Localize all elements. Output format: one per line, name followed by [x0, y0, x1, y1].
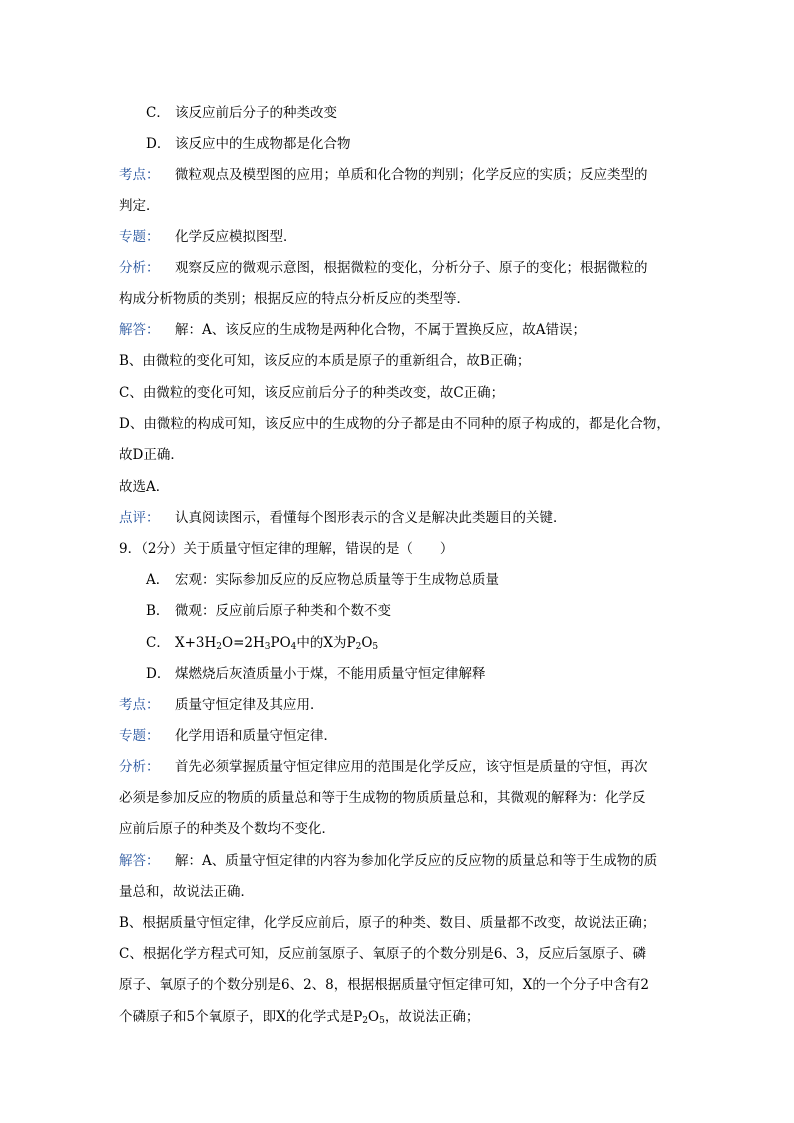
q9-c-formula-sub: 5 — [372, 642, 379, 652]
q9-fenxi-cont-1: 必须是参加反应的物质的质量总和等于生成物的物质质量总和，其微观的解释为：化学反 — [119, 790, 646, 806]
q9-jieda-c-sub: 2 — [362, 1016, 369, 1026]
q9-jieda-c-text: ，故说法正确； — [384, 1009, 480, 1025]
q9-option-a-letter: A． — [146, 572, 170, 588]
q8-fenxi — [119, 259, 648, 277]
q8-dianping — [119, 509, 567, 527]
q9-jieda-c-cont: 原子、氧原子的个数分别是6、2、8，根据根据质量守恒定律可知，X的一个分子中含有2 — [119, 977, 649, 993]
q9-option-d-text: 煤燃烧后灰渣质量小于煤，不能用质量守恒定律解释 — [175, 666, 486, 682]
q9-jieda-text-1: 解：A、质量守恒定律的内容为参加化学反应的反应物的质量总和等于生成物的质 — [175, 853, 658, 869]
q8-fenxi-label: 分析： — [119, 260, 160, 276]
q9-c-formula-sub: 3 — [264, 642, 271, 652]
q9-zhuanti-text: 化学用语和质量守恒定律． — [175, 728, 337, 744]
q8-zhuanti-text: 化学反应模拟图型． — [175, 229, 297, 245]
q9-fenxi-label: 分析： — [119, 759, 160, 775]
q9-c-formula-part: O=2H — [222, 635, 265, 651]
q9-option-d-letter: D． — [146, 666, 171, 682]
q9-jieda-b: B、根据质量守恒定律，化学反应前后，原子的种类、数目、质量都不改变，故说法正确； — [119, 915, 656, 931]
q9-option-c-letter: C． — [146, 635, 170, 651]
q8-dianping-text: 认真阅读图示，看懂每个图形表示的含义是解决此类题目的关键． — [175, 510, 567, 526]
q9-c-formula-part: 中的X为P — [296, 635, 356, 651]
q8-kaodian-text-1: 微粒观点及模型图的应用；单质和化合物的判别；化学反应的实质；反应类型的 — [175, 167, 648, 183]
q8-option-d-text: 该反应中的生成物都是化合物 — [175, 136, 351, 152]
q9-fenxi-text-1: 首先必须掌握质量守恒定律应用的范围是化学反应，该守恒是质量的守恒，再次 — [175, 759, 648, 775]
q9-jieda-c-text: O — [368, 1009, 380, 1025]
q9-jieda-c-sub: 5 — [379, 1016, 385, 1026]
q8-zhuanti — [119, 228, 297, 246]
q8-option-d-letter: D． — [146, 136, 171, 152]
q8-option-c-letter: C． — [146, 105, 170, 121]
q9-option-a-text: 宏观：实际参加反应的反应物总质量等于生成物总质量 — [175, 572, 499, 588]
q9-jieda-c-cont-2 — [119, 1008, 479, 1026]
q8-kaodian — [119, 166, 648, 184]
q8-jieda-d: D、由微粒的构成可知，该反应中的生成物的分子都是由不同种的原子构成的，都是化合物， — [119, 416, 670, 432]
q9-jieda — [119, 852, 657, 870]
q8-jieda-d-cont: 故D正确． — [119, 447, 184, 463]
q8-dianping-label: 点评： — [119, 510, 160, 526]
q8-option-c-text: 该反应前后分子的种类改变 — [175, 105, 337, 121]
q9-kaodian — [119, 696, 324, 714]
q9-option-c-text — [175, 634, 378, 652]
q8-kaodian-label: 考点： — [119, 167, 160, 183]
q9-c-formula-part: O — [361, 635, 373, 651]
q9-option-b-text: 微观：反应前后原子种类和个数不变 — [175, 603, 391, 619]
q8-kaodian-cont: 判定． — [119, 198, 160, 214]
q8-fenxi-text-1: 观察反应的微观示意图，根据微粒的变化，分析分子、原子的变化；根据微粒的 — [175, 260, 648, 276]
q8-zhuanti-label: 专题： — [119, 229, 160, 245]
q9-stem: 9．（2分）关于质量守恒定律的理解，错误的是（ ） — [119, 541, 454, 557]
q8-jieda-b: B、由微粒的变化可知，该反应的本质是原子的重新组合，故B正确； — [119, 353, 531, 369]
q9-jieda-c: C、根据化学方程式可知，反应前氢原子、氧原子的个数分别是6、3，反应后氢原子、磷 — [119, 946, 647, 962]
q9-fenxi — [119, 758, 648, 776]
q9-jieda-a-cont: 量总和，故说法正确． — [119, 884, 254, 900]
q9-kaodian-text: 质量守恒定律及其应用． — [175, 697, 324, 713]
q8-fenxi-cont: 构成分析物质的类别；根据反应的特点分析反应的类型等． — [119, 291, 470, 307]
q8-jieda-c: C、由微粒的变化可知，该反应前后分子的种类改变，故C正确； — [119, 385, 505, 401]
q8-answer: 故选A． — [119, 479, 170, 495]
q9-jieda-c-text: 个磷原子和5个氧原子，即X的化学式是P — [119, 1009, 363, 1025]
q9-c-formula-sub: 2 — [355, 642, 362, 652]
q9-c-formula-part: X+3H — [175, 635, 217, 651]
q9-zhuanti — [119, 727, 337, 745]
q9-kaodian-label: 考点： — [119, 697, 160, 713]
q9-fenxi-cont-2: 应前后原子的种类及个数均不变化． — [119, 821, 335, 837]
q9-c-formula-part: PO — [270, 635, 291, 651]
q8-jieda-text-1: 解：A、该反应的生成物是两种化合物，不属于置换反应，故A错误； — [175, 322, 586, 338]
q9-zhuanti-label: 专题： — [119, 728, 160, 744]
q9-jieda-label: 解答： — [119, 853, 160, 869]
q8-jieda-label: 解答： — [119, 322, 160, 338]
q8-jieda — [119, 321, 586, 339]
q9-c-formula-sub: 4 — [290, 642, 297, 652]
q9-option-b-letter: B． — [146, 603, 170, 619]
q9-c-formula-sub: 2 — [216, 642, 223, 652]
